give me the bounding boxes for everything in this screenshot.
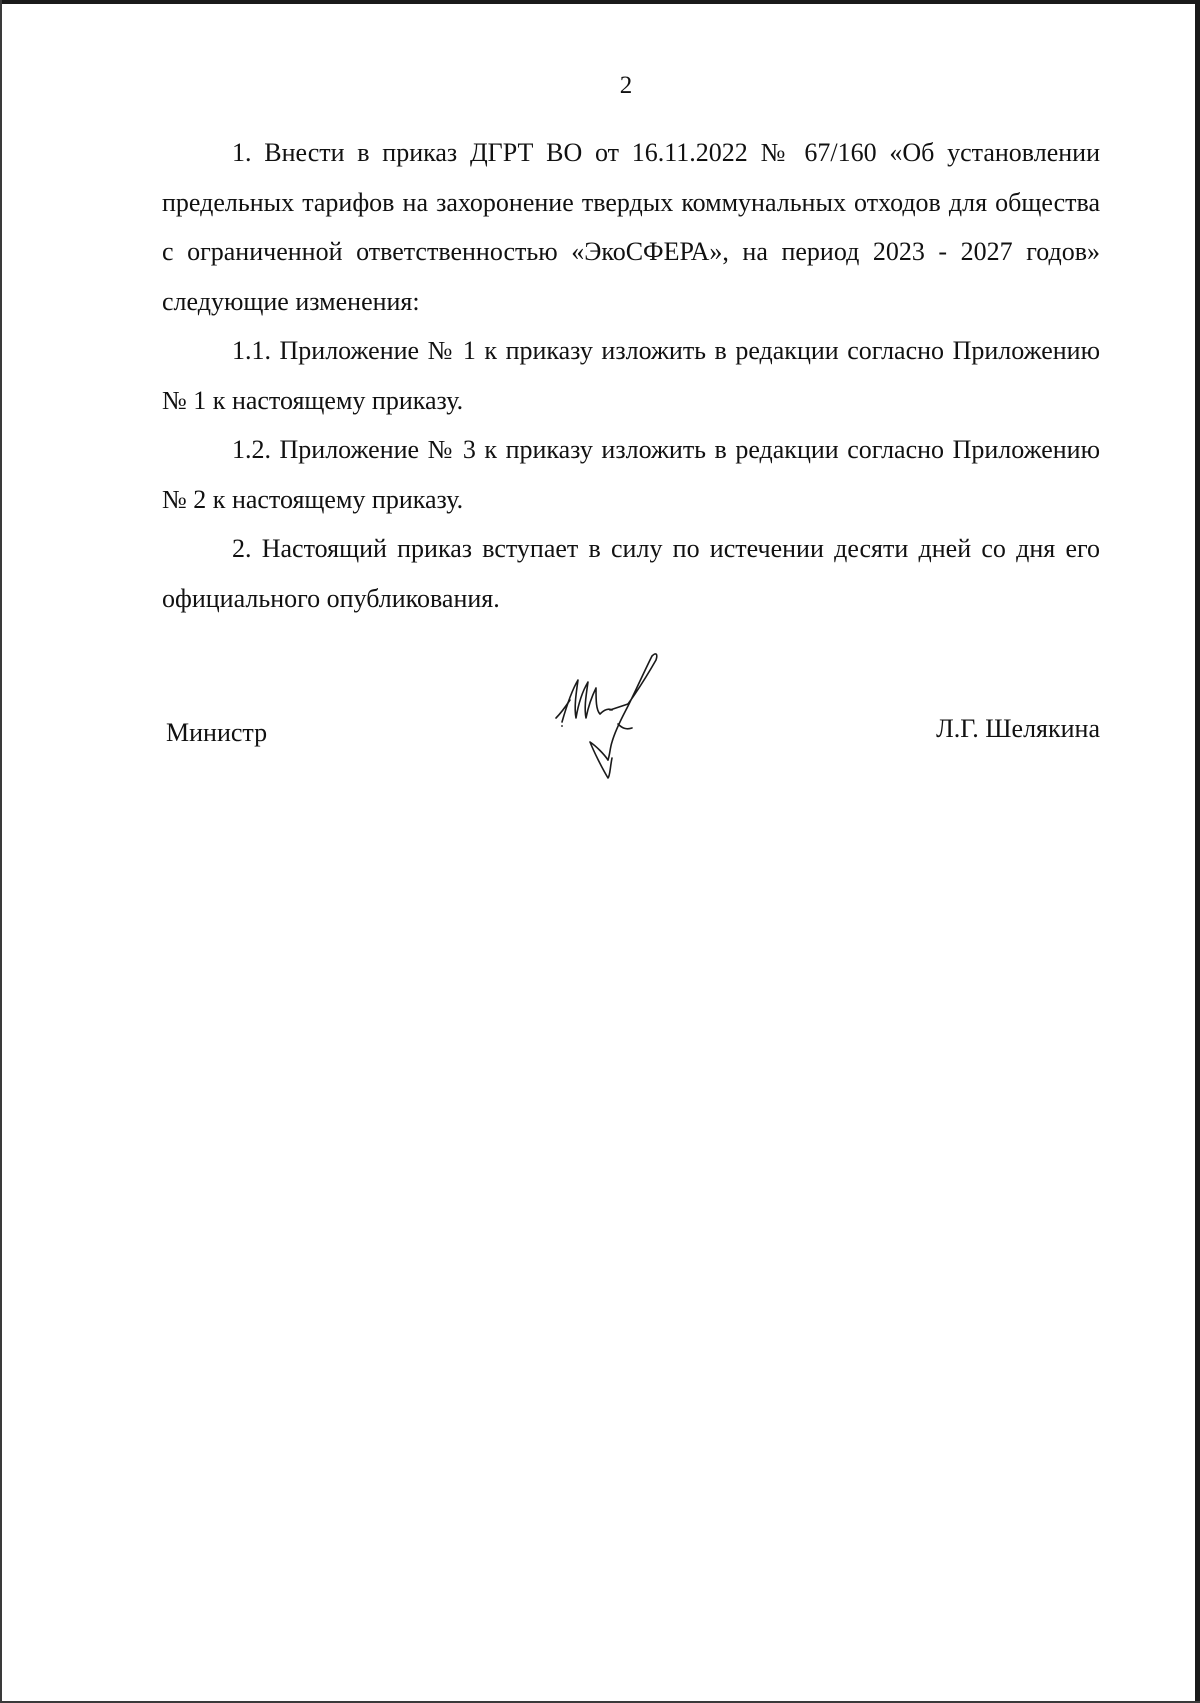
signatory-title: Министр — [166, 718, 268, 747]
paragraph-effective-date: 2. Настоящий приказ вступает в силу по истечении десяти дней со дня его официального опубликования. — [162, 534, 1100, 613]
scan-border-right — [1195, 0, 1200, 1703]
scan-border-left — [0, 0, 2, 1703]
document-body — [162, 128, 1100, 623]
paragraph-item-1-1: 1.1. Приложение № 1 к приказу изложить в редакции согласно Приложению № 1 к настоящему приказу. — [162, 336, 1100, 415]
paragraph-amendment: 1. Внести в приказ ДГРТ ВО от 16.11.2022 № 67/160 «Об установлении предельных тарифов на захоронение твердых коммунальных отходов для общества с ограниченной ответственностью «ЭкоСФЕРА», на период 2023 - 2027 годов» следующие изменения: — [162, 138, 1100, 316]
page-number: 2 — [619, 72, 633, 99]
signatory-name: Л.Г. Шелякина — [936, 714, 1100, 743]
scan-border-top — [0, 0, 1200, 4]
handwritten-signature — [552, 650, 702, 820]
paragraph-item-1-2: 1.2. Приложение № 3 к приказу изложить в редакции согласно Приложению № 2 к настоящему приказу. — [162, 435, 1100, 514]
